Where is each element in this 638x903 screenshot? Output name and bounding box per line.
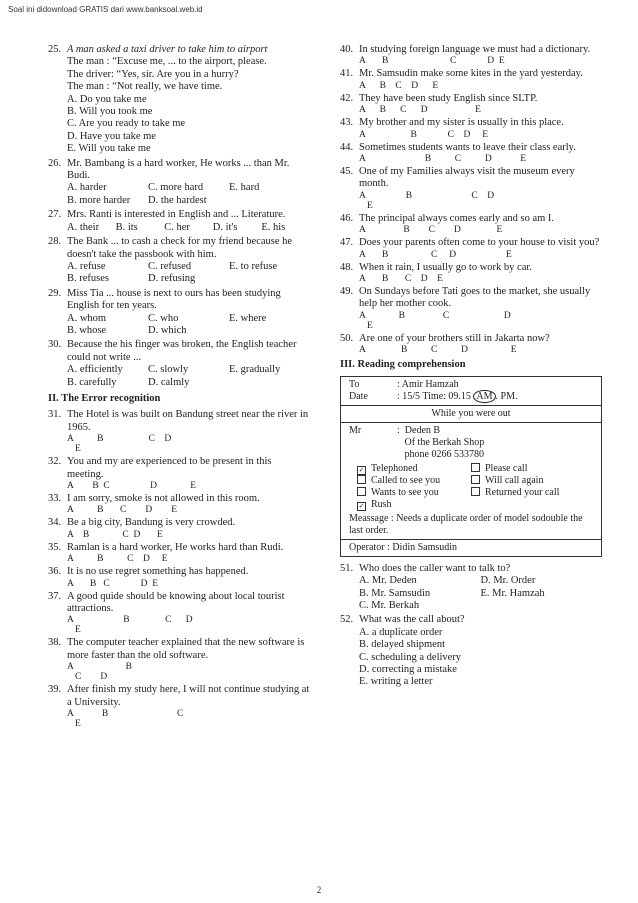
error-letters: A B C D E [67,481,197,491]
question-number: 52. [340,614,354,626]
memo-check-label: Called to see you [371,474,441,486]
page-number: 2 [316,885,322,895]
answer-option: A. refuse [67,260,106,272]
error-letters-tail: E [75,625,81,636]
memo-check-label: Returned your call [485,486,560,498]
answer-option: A. whom [67,312,107,324]
error-sentence: Does your parents often come to your house to visit you? [359,237,600,249]
answer-option: A. Do you take me [67,93,147,105]
memo-check-item [357,475,471,487]
question-stem: Who does the caller want to talk to? [359,562,511,574]
memo-mr-line: : Deden B [397,424,441,436]
memo-check-item [471,487,585,499]
error-sentence: The computer teacher explained that the new software is more faster than the old software. [67,637,305,661]
question-number: 48. [340,261,354,273]
memo-heading: While you were out [341,406,601,423]
checkbox-icon [357,487,366,496]
memo-check-item [471,499,585,511]
error-letters: A B C D E [359,345,517,356]
error-item [340,237,602,259]
memo-date [349,391,593,403]
error-item [340,142,602,164]
answer-option: E. to refuse [229,260,278,272]
error-letters-tail: E [75,719,81,730]
answer-option: E. gradually [229,364,281,376]
answer-option: E. where [229,312,267,324]
memo-check-item [471,463,585,475]
error-letters: A B C D E [67,554,168,565]
answer-option [229,325,310,337]
message-memo [340,376,602,557]
checkbox-icon [471,475,480,484]
answer-option: A. efficiently [67,364,123,376]
question-number: 47. [340,237,354,249]
error-sentence: Sometimes students wants to leave their class early. [359,141,576,153]
error-letters: A B C D E [359,56,505,67]
error-letters: A B C D E [67,505,178,516]
question-number: 51. [340,562,354,574]
error-sentence: One of my Families always visit the museum every month. [359,166,575,190]
memo-date-value: : 15/5 Time: 09.15 [397,390,471,402]
answer-option: D. correcting a mistake [359,663,457,675]
error-item [48,517,310,539]
question-stem: Miss Tia ... house is next to ours has been studying English for ten years. [67,287,281,312]
answer-option: B. Mr. Samsudin [359,587,431,599]
answer-option: B. whose [67,324,107,336]
left-column [48,44,310,731]
answer-option: A. Mr. Deden [359,575,417,587]
section-title: III. Reading comprehension [340,359,466,371]
answer-option [229,195,310,207]
error-letters: A B [67,662,132,673]
question-number: 26. [48,157,62,169]
error-item [48,637,310,682]
error-sentence: Are one of your brothers still in Jakarta now? [359,332,550,344]
answer-option: E. Mr. Hamzah [480,587,545,599]
memo-to-label: To [349,378,360,390]
error-sentence: The Hotel is was built on Bandung street near the river in 1965. [67,409,309,433]
error-sentence: Be a big city, Bandung is very crowded. [67,517,236,529]
question-item [340,563,602,613]
answer-option: C. her [164,221,190,233]
answer-option: C. who [148,312,179,324]
question-number: 30. [48,339,62,351]
question-number: 49. [340,286,354,298]
memo-check-label: Wants to see you [371,486,439,498]
memo-check-label: Telephoned [371,462,418,474]
error-letters: A B C D E [359,105,481,116]
answer-option: E. Will you take me [67,143,151,155]
memo-check-item [357,499,471,511]
checkbox-icon: ✓ [358,465,365,474]
checkbox-icon [357,475,366,484]
memo-pm: . PM. [495,390,518,402]
question-number: 40. [340,44,354,55]
answer-option: D. which [148,324,187,336]
memo-date-time [397,391,593,403]
answer-option: B. more harder [67,194,131,206]
answer-option: D. calmly [148,376,190,388]
error-letters-tail: E [367,320,373,331]
memo-caller [341,423,601,540]
answer-option: B. delayed shipment [359,639,446,651]
dialog-line: The driver: “Yes, sir. Are you in a hurry? [67,68,239,80]
answer-option: C. more hard [148,182,204,194]
error-sentence: It is no use regret something has happened. [67,566,249,578]
error-item [340,166,602,211]
error-item [48,493,310,515]
answer-option: C. scheduling a delivery [359,651,462,663]
question-item [48,158,310,208]
error-item [48,591,310,636]
question-item [48,44,310,156]
question-item [48,339,310,389]
question-stem: The Bank ... to cash a check for my friend because he doesn't take the passbook with him. [67,236,293,260]
memo-check-item [471,475,585,487]
question-number: 44. [340,141,354,153]
question-number: 50. [340,332,354,344]
options [359,575,602,612]
section-title: II. The Error recognition [48,392,161,404]
question-number: 42. [340,92,354,104]
question-item [48,288,310,338]
question-number: 25. [48,44,62,55]
checkbox-icon [471,487,480,496]
options [67,94,310,156]
error-sentence: You and my are experienced to be present in this meeting. [67,456,272,480]
error-letters: A B C D E [67,578,159,589]
error-letters: A B C [67,709,184,720]
error-letters: A B C D [67,615,193,626]
watermark: Soal ini didownload GRATIS dari www.banksoal.web.id [8,5,203,14]
error-letters-tail: E [75,444,81,455]
memo-checkboxes [349,461,593,513]
answer-option: E. writing a letter [359,676,433,688]
error-sentence: The principal always comes early and so am I. [359,212,555,224]
answer-option: B. refuses [67,273,109,285]
error-sentence: Mr. Samsudin make some kites in the yard yesterday. [359,68,583,80]
answer-option [229,273,310,285]
error-sentence: My brother and my sister is usually in this place. [359,117,564,129]
error-letters: A B C D E [359,129,489,140]
error-letters: A B C D E [359,80,439,91]
memo-check-label: Rush [371,498,392,510]
error-item [340,333,602,355]
error-letters: A B C D [359,190,495,201]
question-number: 37. [48,590,62,602]
error-sentence: On Sundays before Tati goes to the market, she usually help her mother cook. [359,286,591,310]
answer-option [229,377,310,389]
memo-mr-lines [397,425,593,461]
question-number: 36. [48,566,62,578]
answer-option: D. the hardest [148,194,207,206]
error-item [48,456,310,491]
question-number: 41. [340,68,354,80]
error-item [340,93,602,115]
error-item [48,542,310,564]
question-item [48,209,310,234]
options [359,627,602,689]
error-item [48,409,310,454]
memo-mr-line: Of the Berkah Shop [397,436,485,448]
answer-option: D. Have you take me [67,130,156,142]
memo-to-value: : Amir Hamzah [397,378,459,390]
error-sentence: When it rain, I usually go to work by car. [359,261,532,273]
memo-operator: Operator : Didin Samsudin [349,541,458,553]
answer-option: E. hard [229,182,260,194]
question-number: 32. [48,456,62,468]
question-number: 34. [48,517,62,529]
question-number: 39. [48,684,62,696]
memo-am-circled: AM [473,390,495,403]
answer-option: A. harder [67,182,107,194]
question-item [48,236,310,286]
question-stem: Mr. Bambang is a hard worker, He works ... than Mr. Budi. [67,157,290,182]
question-number: 46. [340,212,354,224]
question-number: 28. [48,236,62,248]
memo-check-label: Will call again [485,474,544,486]
question-number: 38. [48,637,62,649]
checkbox-icon [471,463,480,472]
question-number: 29. [48,287,62,299]
options [67,364,310,389]
memo-check-item [357,487,471,499]
error-item [48,566,310,588]
answer-option: A. a duplicate order [359,626,443,638]
memo-to [349,379,593,391]
checkbox-icon: ✓ [358,501,365,510]
error-item [340,213,602,235]
memo-mr-line: phone 0266 533780 [397,448,484,460]
question-number: 31. [48,409,62,421]
answer-option: D. Mr. Order [480,575,536,587]
question-stem: A man asked a taxi driver to take him to airport [67,44,268,55]
dialog-line: The man : “Not really, we have time. [67,81,223,93]
error-letters: A B C D E [359,274,443,285]
error-item [340,286,602,331]
error-item [340,262,602,284]
error-sentence: Ramlan is a hard worker, He works hard than Rudi. [67,541,284,553]
answer-option: C. Are you ready to take me [67,118,186,130]
error-item [340,68,602,90]
memo-header [341,377,601,406]
answer-option: B. Will you took me [67,106,153,118]
memo-check-label: Please call [485,462,528,474]
answer-option: A. their [67,221,100,233]
error-item [340,117,602,139]
memo-mr [349,425,593,461]
right-column [340,44,602,691]
error-sentence: After finish my study here, I will not continue studying at a University. [67,684,310,708]
question-number: 27. [48,209,62,221]
error-item [48,684,310,729]
question-number: 45. [340,166,354,178]
dialog-line: The man : “Excuse me, ... to the airport, please. [67,56,267,68]
answer-option: C. refused [148,260,192,272]
error-letters: A B C D E [359,154,527,165]
options [67,261,310,286]
error-sentence: In studying foreign language we must had a dictionary. [359,44,591,55]
answer-option: B. its [115,221,138,233]
memo-check-item [357,463,471,475]
error-letters-tail: E [367,200,373,211]
answer-option [481,600,603,612]
options [67,182,310,207]
memo-mr-label: Mr [349,424,362,436]
error-letters: A B C D [359,310,511,321]
error-sentence: They have been study English since SLTP. [359,92,538,104]
error-letters: A B C D E [359,225,503,236]
answer-option: C. Mr. Berkah [359,599,420,611]
question-stem: What was the call about? [359,614,465,626]
options [67,313,310,338]
error-letters: A B C D E [67,529,163,540]
answer-option: C. slowly [148,364,189,376]
question-stem: Because the his finger was broken, the English teacher could not write ... [67,339,297,363]
question-number: 33. [48,493,62,504]
error-item [340,44,602,66]
answer-option: B. carefully [67,376,117,388]
error-sentence: I am sorry, smoke is not allowed in this room. [67,493,260,504]
error-letters-tail: C D [75,672,108,683]
question-number: 35. [48,541,62,553]
error-letters: A B C D E [359,249,512,260]
memo-message: Meassage : Needs a duplicate order of model sodouble the last order. [349,512,583,536]
options [67,222,310,234]
question-stem: Mrs. Ranti is interested in English and ... Literature. [67,209,286,221]
question-number: 43. [340,117,354,129]
question-item [340,614,602,688]
answer-option: D. refusing [148,273,196,285]
answer-option: D. it's [212,221,238,233]
answer-option: E. his [261,221,286,233]
error-sentence: A good quide should be knowing about local tourist attractions. [67,590,285,615]
error-letters: A B C D [67,434,172,445]
memo-date-label: Date [349,390,368,402]
